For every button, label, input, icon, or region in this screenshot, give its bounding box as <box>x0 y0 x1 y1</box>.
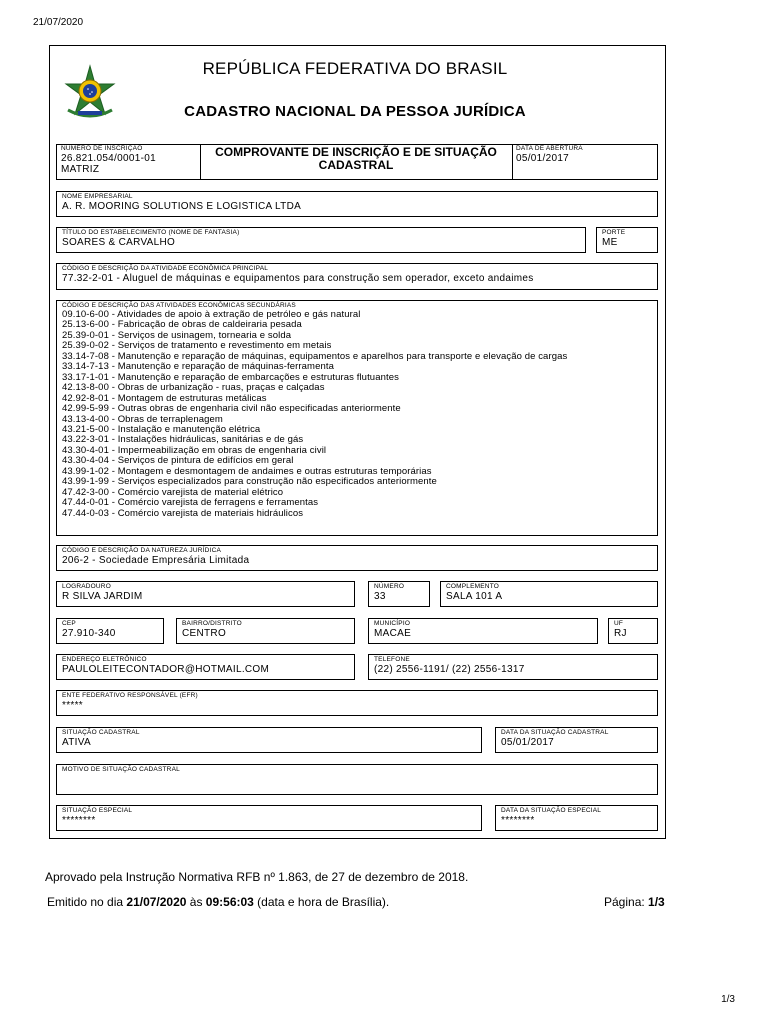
list-item: 33.14-7-13 - Manutenção e reparação de máquinas-ferramenta <box>62 361 334 373</box>
email-field <box>56 654 355 680</box>
size-field <box>596 227 658 253</box>
list-item: 43.99-1-02 - Montagem e desmontagem de andaimes e outras estruturas temporárias <box>62 465 432 477</box>
status-date-field <box>495 727 658 753</box>
street-field <box>56 581 355 607</box>
opening-date-value: 05/01/2017 <box>516 153 570 164</box>
special-status-date-value: ******** <box>501 815 535 826</box>
status-date-value: 05/01/2017 <box>501 737 555 748</box>
number-field <box>368 581 430 607</box>
field-label: NÚMERO <box>374 583 405 590</box>
brazil-coat-of-arms-icon <box>62 64 118 120</box>
field-label: COMPLEMENTO <box>446 583 500 590</box>
zip-value: 27.910-340 <box>62 628 116 639</box>
email-value: PAULOLEITECONTADOR@HOTMAIL.COM <box>62 664 270 675</box>
street-value: R SILVA JARDIM <box>62 591 143 602</box>
emission-mid: às <box>186 895 206 909</box>
city-value: MACAE <box>374 628 412 639</box>
comprovante-title <box>200 144 512 180</box>
list-item: 42.13-8-00 - Obras de urbanização - ruas, praças e calçadas <box>62 382 325 394</box>
status-reason-field <box>56 764 658 795</box>
list-item: 25.39-0-01 - Serviços de usinagem, tornearia e solda <box>62 329 292 341</box>
field-label: MUNICÍPIO <box>374 620 411 627</box>
field-label: TÍTULO DO ESTABELECIMENTO (NOME DE FANTASIA) <box>62 229 240 236</box>
business-name-value: A. R. MOORING SOLUTIONS E LOGISTICA LTDA <box>62 201 302 212</box>
trade-name-field <box>56 227 586 253</box>
field-label: NOME EMPRESARIAL <box>62 193 133 200</box>
emission-time: 09:56:03 <box>205 895 254 909</box>
inscription-number: 26.821.054/0001-01 <box>61 153 156 164</box>
state-field <box>608 618 658 644</box>
page-indicator <box>604 895 665 909</box>
complement-value: SALA 101 A <box>446 591 503 602</box>
field-label: DATA DE ABERTURA <box>516 145 583 152</box>
registry-title: CADASTRO NACIONAL DA PESSOA JURÍDICA <box>184 103 526 120</box>
city-field <box>368 618 598 644</box>
list-item: 43.30-4-01 - Impermeabilização em obras de engenharia civil <box>62 444 327 456</box>
opening-date-field <box>516 145 583 164</box>
list-item: 33.17-1-01 - Manutenção e reparação de embarcações e estruturas flutuantes <box>62 371 399 383</box>
special-status-value: ******** <box>62 815 96 826</box>
registration-status-field <box>56 727 482 753</box>
field-label: CÓDIGO E DESCRIÇÃO DA NATUREZA JURÍDICA <box>62 547 222 554</box>
emission-suffix: (data e hora de Brasília). <box>253 895 390 909</box>
size-value: ME <box>602 237 618 248</box>
page-value: 1/3 <box>648 895 665 909</box>
registration-status-value: ATIVA <box>62 737 91 748</box>
field-label: SITUAÇÃO CADASTRAL <box>62 729 140 736</box>
republic-title: REPÚBLICA FEDERATIVA DO BRASIL <box>202 59 508 78</box>
list-item: 43.21-5-00 - Instalação e manutenção elétrica <box>62 423 261 435</box>
list-item: 42.99-5-99 - Outras obras de engenharia civil não especificadas anteriormente <box>62 403 401 415</box>
state-value: RJ <box>614 628 627 639</box>
district-value: CENTRO <box>182 628 227 639</box>
list-item: 43.99-1-99 - Serviços especializados para construção não especificados anteriormente <box>62 476 437 488</box>
inscription-field <box>61 145 156 175</box>
field-label: UF <box>614 620 624 627</box>
field-label: ENDEREÇO ELETRÔNICO <box>62 656 147 663</box>
list-item: 47.44-0-01 - Comércio varejista de ferragens e ferramentas <box>62 497 319 509</box>
emission-note <box>47 895 389 909</box>
efr-value: ***** <box>62 700 83 711</box>
list-item: 09.10-6-00 - Atividades de apoio à extração de petróleo e gás natural <box>62 309 361 320</box>
field-label: SITUAÇÃO ESPECIAL <box>62 807 133 814</box>
field-label: TELEFONE <box>374 656 410 663</box>
main-activity-field <box>56 263 658 290</box>
field-label: LOGRADOURO <box>62 583 111 590</box>
special-status-field <box>56 805 482 831</box>
trade-name-value: SOARES & CARVALHO <box>62 237 176 248</box>
field-label: MOTIVO DE SITUAÇÃO CADASTRAL <box>62 766 180 773</box>
special-status-date-field <box>495 805 658 831</box>
number-value: 33 <box>374 591 386 602</box>
approval-note: Aprovado pela Instrução Normativa RFB nº 1.863, de 27 de dezembro de 2018. <box>45 870 469 884</box>
complement-field <box>440 581 658 607</box>
field-label: DATA DA SITUAÇÃO ESPECIAL <box>501 807 602 814</box>
field-label: ENTE FEDERATIVO RESPONSÁVEL (EFR) <box>62 692 198 699</box>
business-name-field <box>56 191 658 217</box>
field-label: NÚMERO DE INSCRIÇÃO <box>61 145 143 152</box>
list-item: 42.92-8-01 - Montagem de estruturas metálicas <box>62 392 267 404</box>
emission-date: 21/07/2020 <box>126 895 187 909</box>
divider <box>512 144 513 180</box>
phone-value: (22) 2556-1191/ (22) 2556-1317 <box>374 664 525 675</box>
field-label: DATA DA SITUAÇÃO CADASTRAL <box>501 729 609 736</box>
page-label: Página: <box>604 895 649 909</box>
field-label: BAIRRO/DISTRITO <box>182 620 242 627</box>
main-activity-value: 77.32-2-01 - Aluguel de máquinas e equipamentos para construção sem operador, exceto andaimes <box>62 273 534 284</box>
legal-nature-field <box>56 545 658 571</box>
print-date: 21/07/2020 <box>33 17 84 28</box>
list-item: 43.13-4-00 - Obras de terraplenagem <box>62 413 223 425</box>
legal-nature-value: 206-2 - Sociedade Empresária Limitada <box>62 555 250 566</box>
inscription-type: MATRIZ <box>61 164 100 175</box>
field-label: CÓDIGO E DESCRIÇÃO DAS ATIVIDADES ECONÔMICAS SECUNDÁRIAS <box>62 302 296 309</box>
list-item: 47.44-0-03 - Comércio varejista de materiais hidráulicos <box>62 507 304 519</box>
page-number: 1/3 <box>721 994 735 1005</box>
secondary-activities-list <box>62 310 657 519</box>
list-item: 25.13-6-00 - Fabricação de obras de caldeiraria pesada <box>62 319 302 331</box>
secondary-activities-field <box>56 300 658 536</box>
district-field <box>176 618 355 644</box>
list-item: 47.42-3-00 - Comércio varejista de material elétrico <box>62 486 284 498</box>
list-item: 33.14-7-08 - Manutenção e reparação de máquinas, equipamentos e aparelhos para transporte e elevação de cargas <box>62 350 568 362</box>
efr-field <box>56 690 658 716</box>
phone-field <box>368 654 658 680</box>
list-item: 43.22-3-01 - Instalações hidráulicas, sanitárias e de gás <box>62 434 304 446</box>
comprovante-line-2: CADASTRAL <box>318 158 394 172</box>
list-item: 43.30-4-04 - Serviços de pintura de edifícios em geral <box>62 455 294 467</box>
comprovante-line-1: COMPROVANTE DE INSCRIÇÃO E DE SITUAÇÃO <box>215 145 497 159</box>
zip-field <box>56 618 164 644</box>
field-label: CÓDIGO E DESCRIÇÃO DA ATIVIDADE ECONÔMICA PRINCIPAL <box>62 265 269 272</box>
emission-prefix: Emitido no dia <box>47 895 127 909</box>
field-label: CEP <box>62 620 76 627</box>
field-label: PORTE <box>602 229 626 236</box>
list-item: 25.39-0-02 - Serviços de tratamento e revestimento em metais <box>62 340 332 352</box>
